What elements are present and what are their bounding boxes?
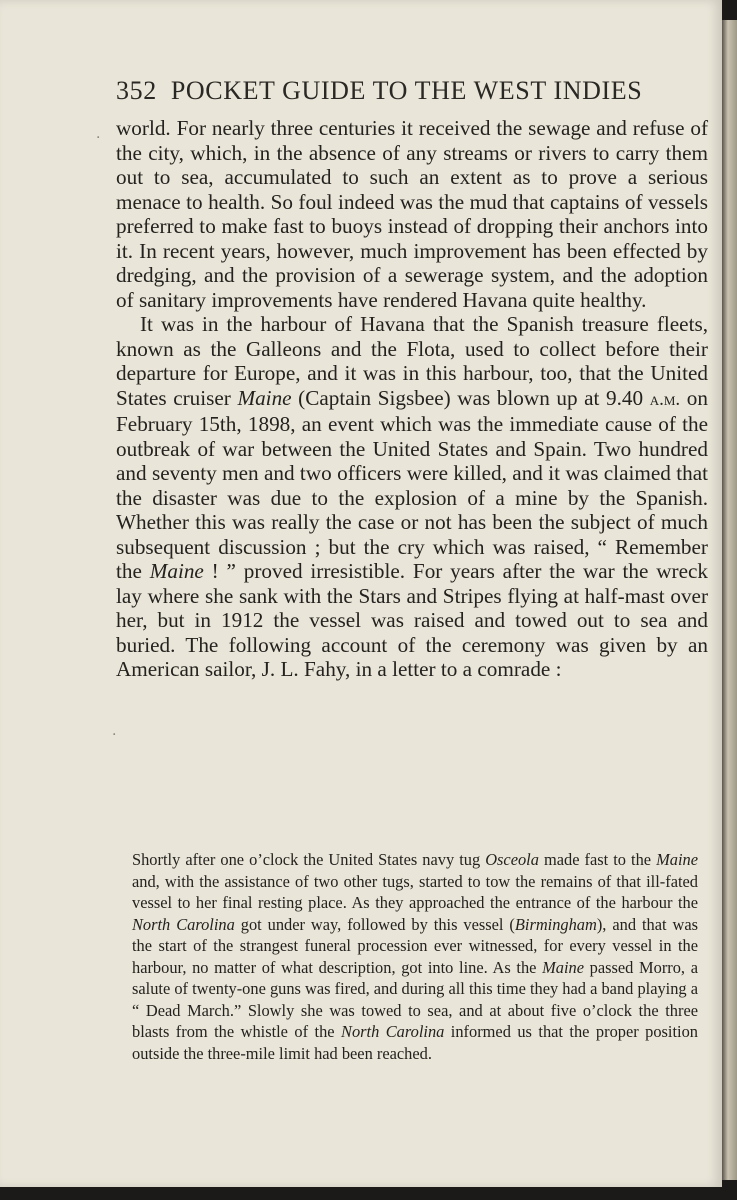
ship-name: Maine [237, 385, 292, 410]
facing-page-edge [722, 20, 737, 1180]
page-number: 352 [116, 76, 157, 105]
running-title: POCKET GUIDE TO THE WEST INDIES [170, 76, 643, 105]
ship-name: Maine [149, 559, 204, 583]
ship-name: Birmingham [514, 914, 597, 934]
page-speck: · [112, 727, 117, 743]
paragraph-2: It was in the harbour of Havana that the Spanish treasure fleets, known as the Galleons and the Flota, used to collect before their departure for Europe, and it was in this harbour, too, that the United States cruiser Maine (Captain Sigsbee) was blown up at 9.40 a.m. on February 15th, 1898, an event which was the immediate cause of the outbreak of war between the United States and Spain. Two hundred and seventy men and two officers were killed, and it was claimed that the disaster was due to the explosion of a mine by the Spanish. Whether this was really the case or not has been the subject of much subsequent discussion ; but the cry which was raised, “ Remember the Maine ! ” proved irresistible. For years after the war the wreck lay where she sank with the Stars and Stripes flying at half-mast over her, but in 1912 the vessel was raised and towed out to sea and buried. The following account of the ceremony was given by an American sailor, J. L. Fahy, in a letter to a comrade : [116, 312, 708, 681]
ship-name: Maine [542, 957, 584, 977]
ship-name: North Carolina [341, 1022, 445, 1041]
ship-name: North Carolina [132, 914, 235, 934]
block-quote: Shortly after one o’clock the United States navy tug Osceola made fast to the Maine and, with the assistance of two other tugs, started to tow the remains of that ill-fated vessel to her final resting place. As they approached the entrance of the harbour the North Carolina got under way, followed by this vessel (Birmingham), and that was the start of the strangest funeral procession ever witnessed, for every vessel in the harbour, no matter of what description, got into line. As the Maine passed Morro, a salute of twenty-one guns was fired, and during all this time they had a band playing a “ Dead March.” Slowly she was towed to sea, and at about five o’clock the three blasts from the whistle of the North Carolina informed us that the proper position outside the three-mile limit had been reached. [132, 850, 699, 1063]
page-speck: · [96, 130, 101, 146]
time-suffix: a.m. [649, 388, 681, 410]
paragraph-1: world. For nearly three centuries it received the sewage and refuse of the city, which, in the absence of any streams or rivers to carry them out to sea, accumulated to such an extent as to prove a serious menace to health. So foul indeed was the mud that captains of vessels preferred to make fast to buoys instead of dropping their anchors into it. In recent years, however, much improvement has been effected by dredging, and the provision of a sewerage system, and the adoption of sanitary improvements have rendered Havana quite healthy. [116, 116, 708, 312]
ship-name: Osceola [485, 850, 539, 869]
body-text [116, 116, 708, 682]
running-header [116, 76, 708, 106]
ship-name: Maine [656, 850, 699, 869]
